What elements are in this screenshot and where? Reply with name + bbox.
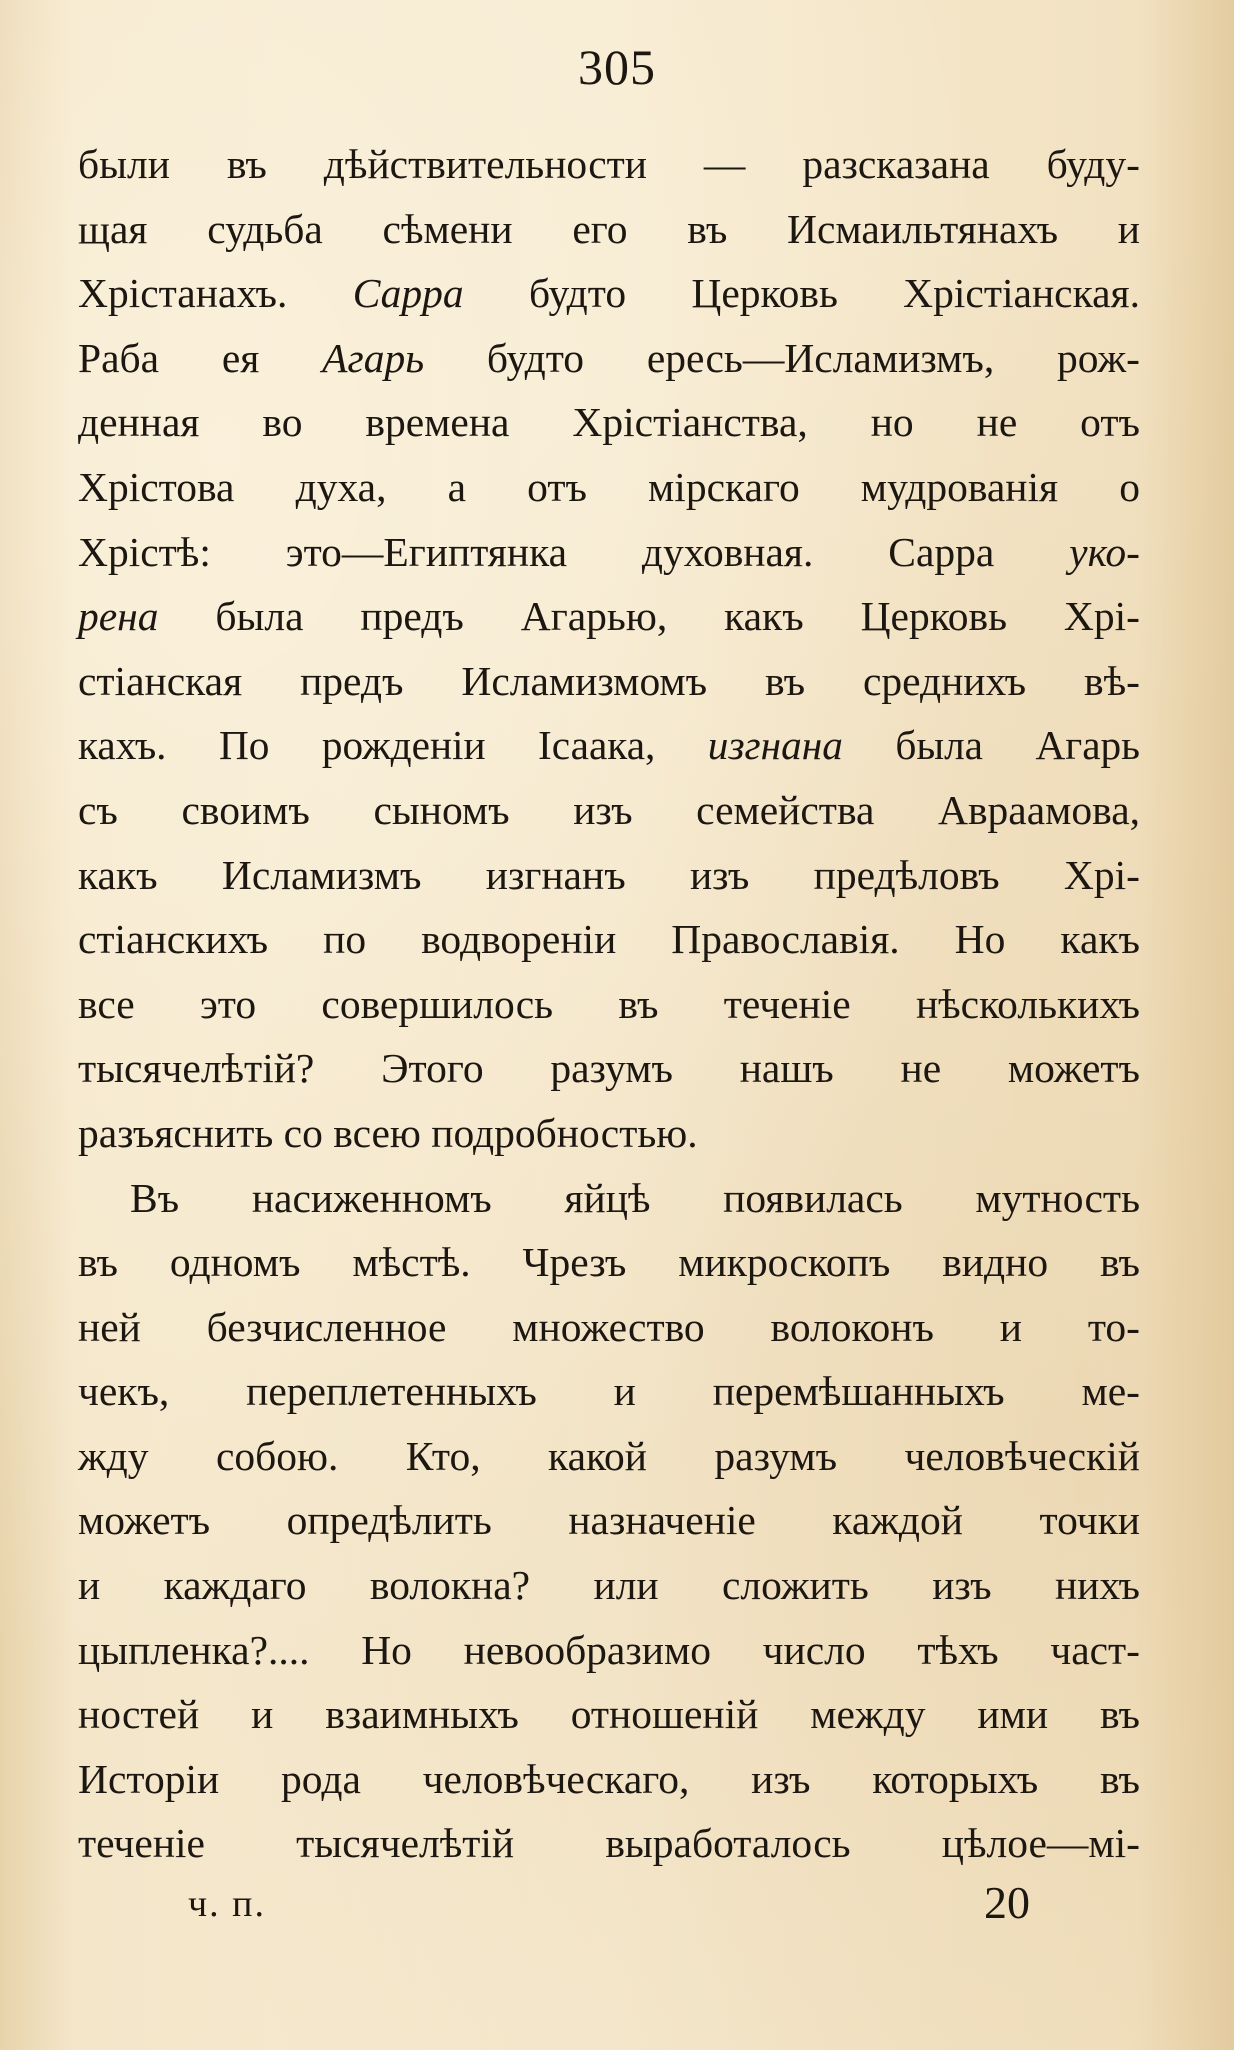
text-segment: въ одномъ мѣстѣ. Чрезъ микроскопъ видно въ [78,1239,1140,1286]
text-line [78,907,1140,972]
text-line [78,1359,1140,1424]
text-line [78,261,1140,326]
text-segment: Хрістова духа, а отъ мірскаго мудрованія о [78,463,1140,510]
text-line [78,132,1140,197]
text-line [78,1811,1140,1876]
text-line [78,1488,1140,1553]
italic-text: изгнана [707,722,843,769]
text-segment: кахъ. По рожденіи Ісаака, [78,722,708,769]
text-segment: щая судьба сѣмени его въ Исмаильтянахъ и [78,205,1140,252]
page-footer [0,1876,1234,1940]
signature-mark: ч. п. [188,1883,266,1925]
text-line [78,649,1140,714]
text-segment: была Агарь [842,722,1140,769]
text-segment: чекъ, переплетенныхъ и перемѣшанныхъ ме- [78,1368,1140,1415]
text-segment: какъ Исламизмъ изгнанъ изъ предѣловъ Хрі- [78,851,1140,898]
text-segment: Раба ея [78,334,323,381]
sheet-number: 20 [984,1877,1030,1928]
text-segment: были въ дѣйствительности — разсказана буду- [78,141,1140,187]
text-segment: и каждаго волокна? или сложить изъ нихъ [78,1562,1140,1609]
text-segment: можетъ опредѣлить назначеніе каждой точки [78,1497,1140,1544]
text-segment: тысячелѣтій? Этого разумъ нашъ не можетъ [78,1045,1140,1092]
text-line [78,520,1140,585]
text-line [78,843,1140,908]
text-segment: ней безчисленное множество волоконъ и то- [78,1303,1140,1350]
text-line [78,390,1140,455]
text-line [78,778,1140,843]
text-segment: все это совершилось въ теченіе нѣсколькихъ [78,980,1140,1027]
text-line [78,1101,1140,1166]
text-segment: стіанскихъ по водвореніи Православія. Но какъ [78,916,1140,963]
text-segment: Хрістѣ: это—Египтянка духовная. Сарра [78,528,1070,575]
text-segment: теченіе тысячелѣтій выработалось цѣлое—мі- [78,1820,1140,1867]
text-segment: разъяснить со всею подробностью. [78,1109,698,1156]
text-segment: стіанская предъ Исламизмомъ въ среднихъ вѣ- [78,657,1140,704]
text-segment: Хрістанахъ. [78,270,353,317]
text-segment: была предъ Агарью, какъ Церковь Хрі- [158,593,1140,640]
body-text [78,132,1140,1876]
text-segment: ностей и взаимныхъ отношеній между ими въ [78,1691,1140,1738]
text-segment: жду собою. Кто, какой разумъ человѣческій [78,1432,1140,1479]
text-line [78,455,1140,520]
text-line [78,1295,1140,1360]
italic-text: Агарь [322,334,425,381]
text-line [78,972,1140,1037]
text-line [78,1618,1140,1683]
italic-text: Сарра [352,270,464,317]
text-segment: будто ересь—Исламизмъ, рож- [424,334,1140,381]
text-segment: будто Церковь Хрістіанская. [463,270,1140,317]
text-line [78,1230,1140,1295]
text-line [78,1747,1140,1812]
text-line [78,326,1140,391]
text-line [78,1166,1140,1231]
text-line [78,584,1140,649]
italic-text: рена [78,593,159,640]
text-line [78,1553,1140,1618]
text-segment: цыпленка?.... Но невообразимо число тѣхъ част- [78,1626,1140,1673]
text-line [78,1424,1140,1489]
page-number: 305 [578,39,656,95]
text-line [78,1036,1140,1101]
text-segment: Исторіи рода человѣческаго, изъ которыхъ въ [78,1755,1140,1802]
text-segment: съ своимъ сыномъ изъ семейства Авраамова, [78,786,1140,833]
text-line [78,197,1140,262]
text-line [78,1682,1140,1747]
text-segment: денная во времена Хрістіанства, но не отъ [78,399,1140,446]
text-segment: Въ насиженномъ яйцѣ появилась мутность [130,1174,1140,1221]
italic-text: уко- [1069,528,1140,575]
text-line [78,713,1140,778]
